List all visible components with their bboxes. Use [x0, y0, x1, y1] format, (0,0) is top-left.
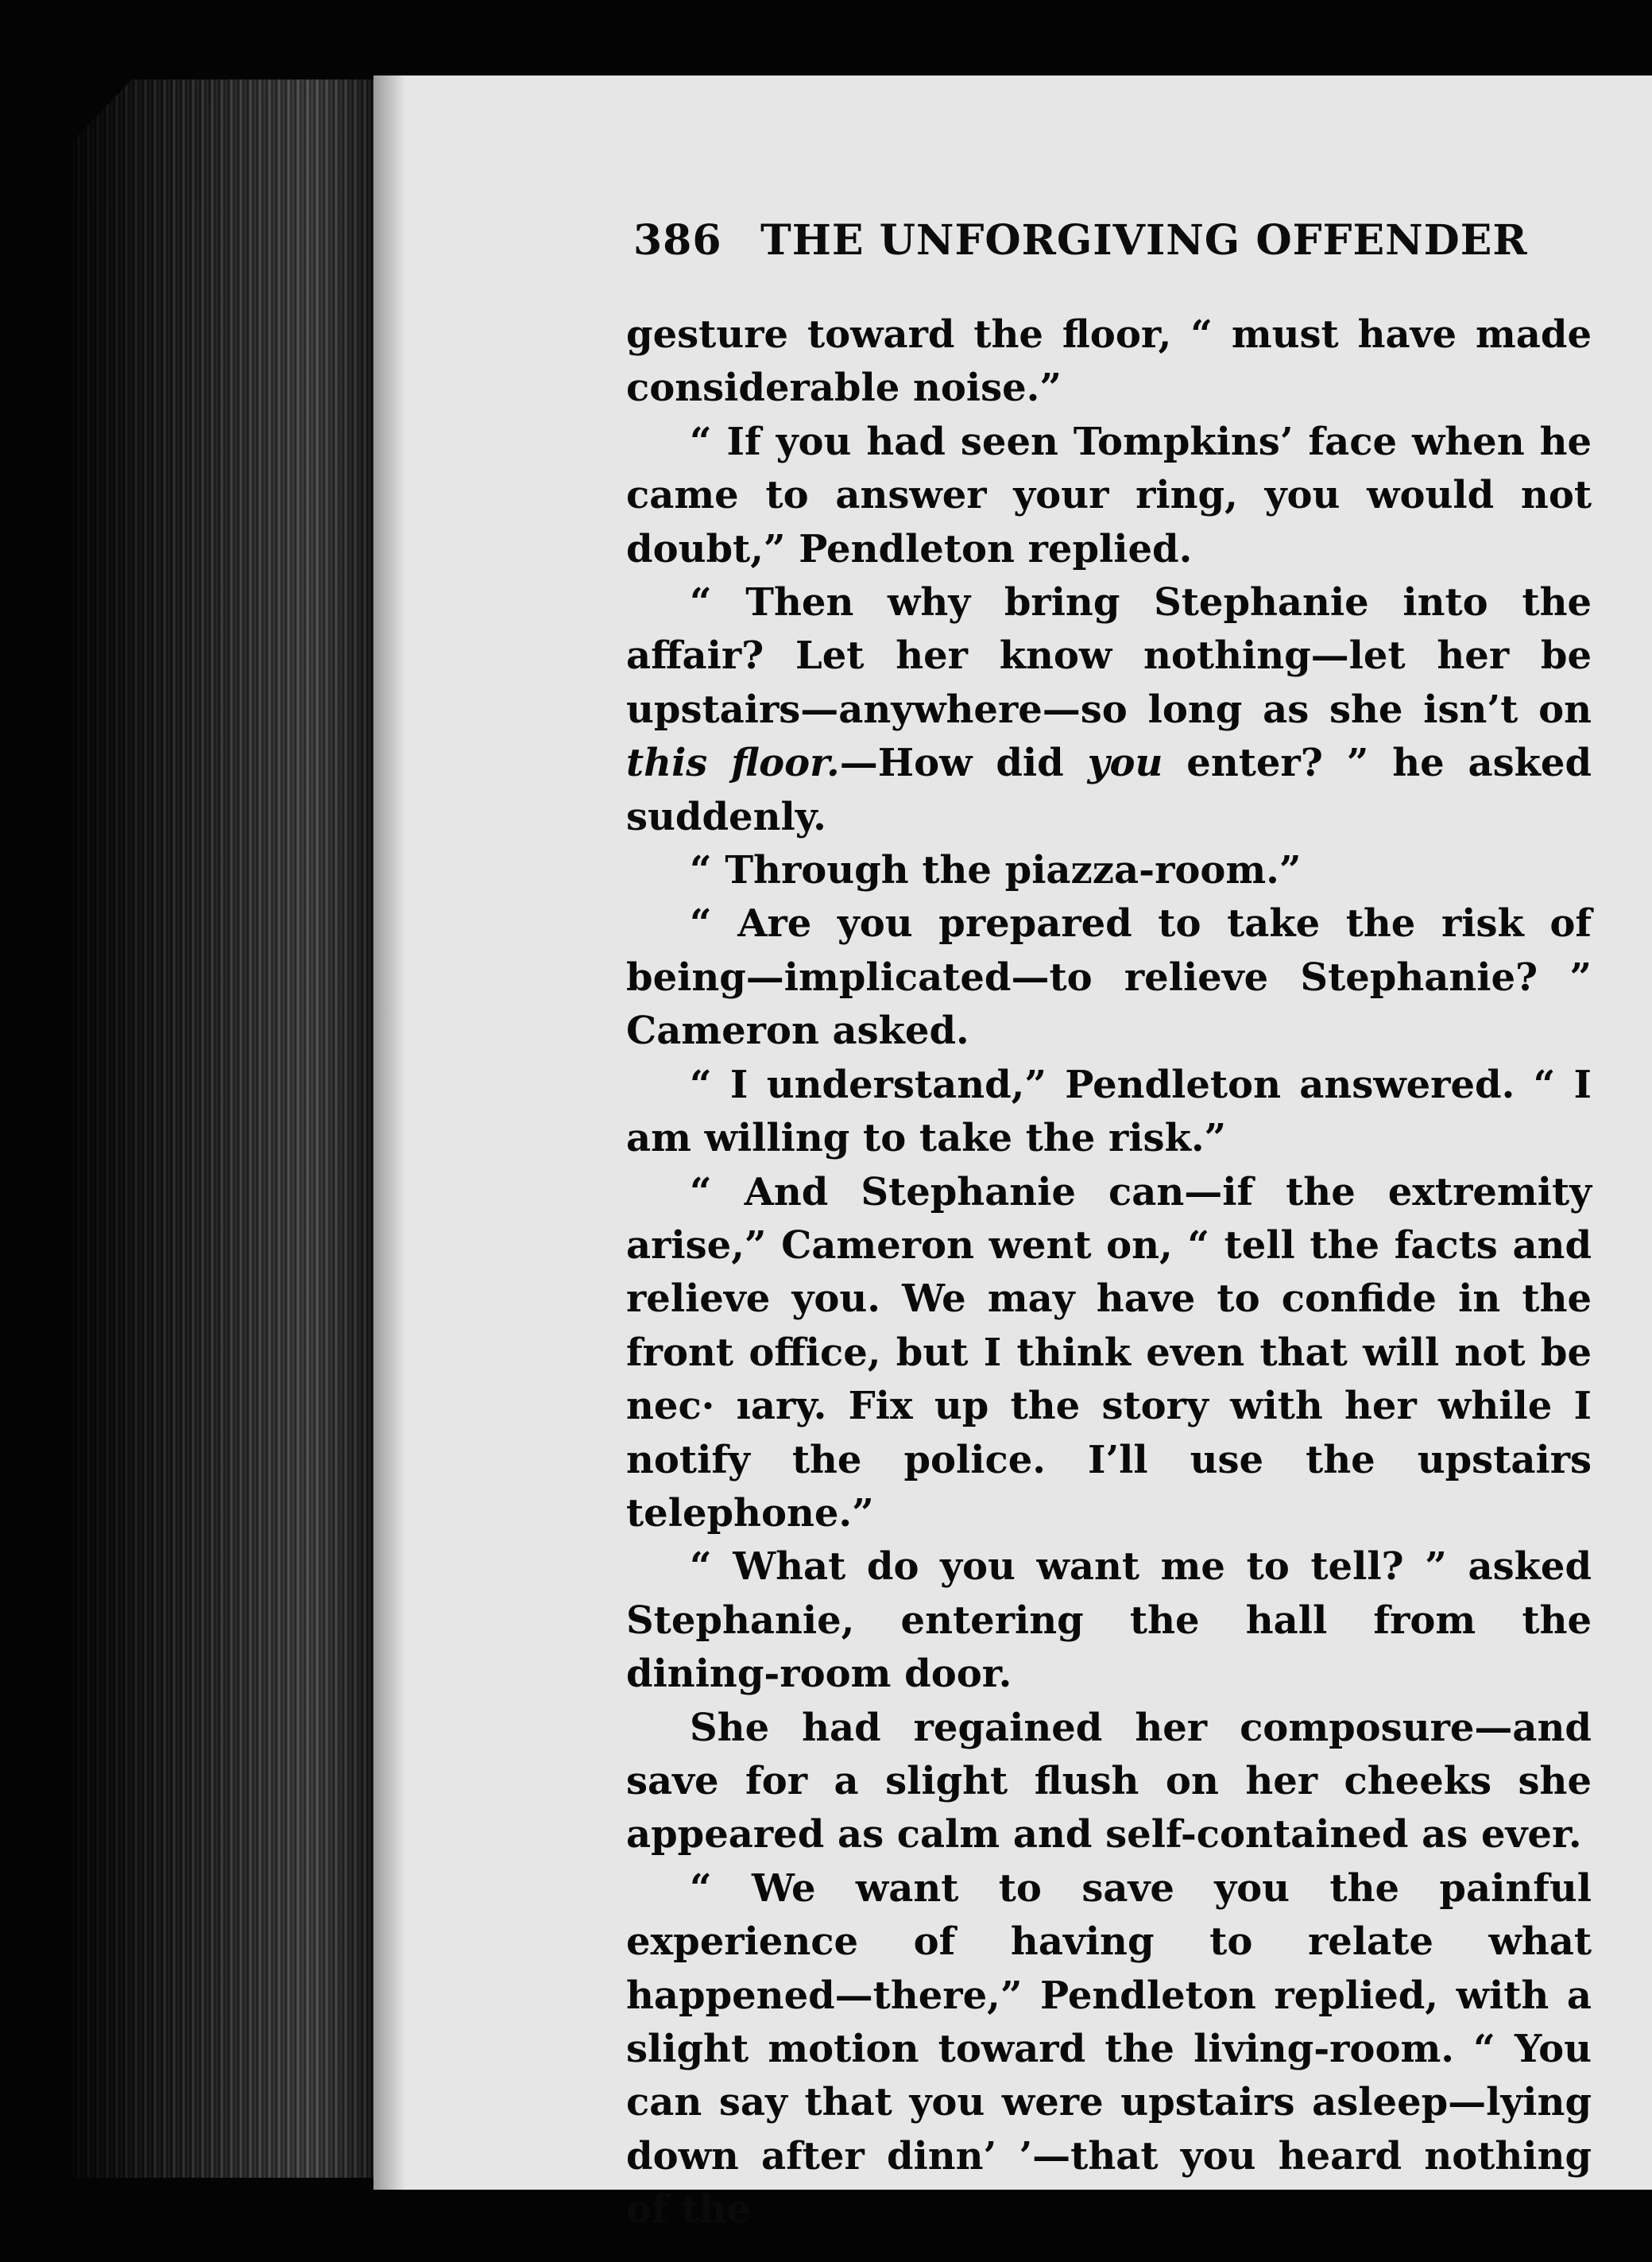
running-header	[633, 216, 1547, 272]
paragraph: “ And Stephanie can—if the extremity arise,” Cameron went on, “ tell the facts and relieve you. We may have to confide in the front office, but I think even that will not be nec· ıary. Fix up the story with her while I notify the police. I’ll use the upstairs telephone.”	[626, 1169, 1592, 1536]
paragraph: “ I understand,” Pendleton answered. “ I am willing to take the risk.”	[626, 1062, 1592, 1161]
paragraph: She had regained her composure—and save for a slight flush on her cheeks she appeared as calm and self-contained as ever.	[626, 1705, 1592, 1857]
page-number: 386	[633, 216, 722, 265]
paragraph: “ What do you want me to tell? ” asked Stephanie, entering the hall from the dining-room door.	[626, 1544, 1592, 1697]
paragraph: “ We want to save you the painful experience of having to relate what happened—there,” Pendleton replied, with a slight motion toward the living-room. “ You can say that you were upstairs asleep—lying down after dinn’ ’—that you heard nothing of the	[626, 1865, 1592, 2233]
paragraph: “ If you had seen Tompkins’ face when he came to answer your ring, you would not doubt,” Pendleton replied.	[626, 419, 1592, 571]
book-page-edges	[72, 79, 373, 2178]
paragraph: gesture toward the floor, “ must have made considerable noise.”	[626, 312, 1592, 411]
paragraph: “ Then why bring Stephanie into the affair? Let her know nothing—let her be upstairs—anywhere—so long as she isn’t on this floor.—How did you enter? ” he asked suddenly.	[626, 580, 1592, 839]
paragraph: “ Are you prepared to take the risk of being—implicated—to relieve Stephanie? ” Cameron asked.	[626, 901, 1592, 1054]
body-text	[626, 308, 1592, 2237]
running-title: THE UNFORGIVING OFFENDER	[760, 216, 1528, 265]
paragraph: “ Through the piazza-room.”	[690, 848, 1302, 893]
